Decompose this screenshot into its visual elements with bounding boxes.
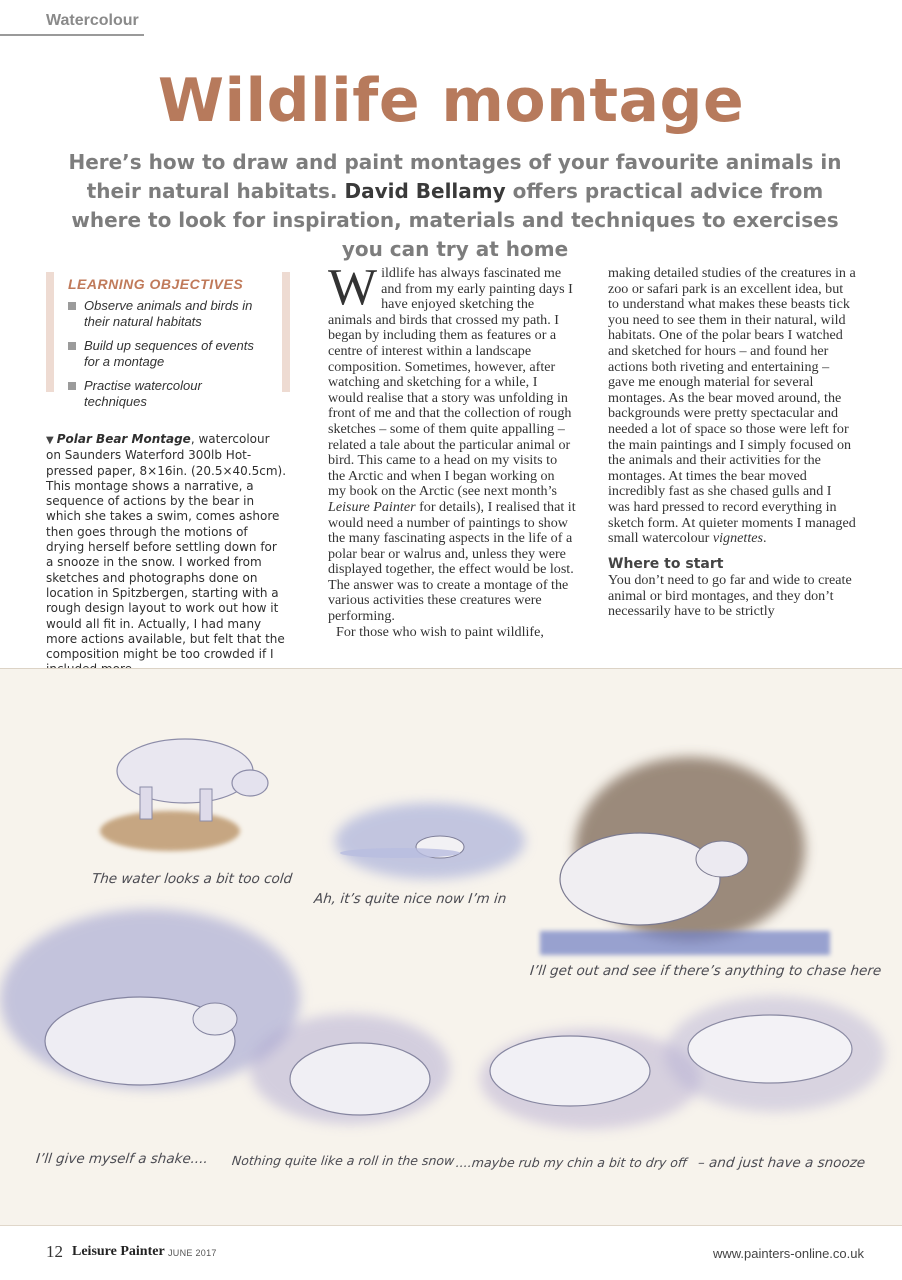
article-column-2 xyxy=(608,266,856,620)
article-column-1 xyxy=(328,259,576,640)
drop-cap: W xyxy=(328,259,378,316)
article-paragraph: You don’t need to go far and wide to create animal or bird montages, and they don’t necessarily have to be strictly xyxy=(608,572,852,620)
caption-body: , watercolour on Saunders Waterford 300lb Hot-pressed paper, 8×16in. (20.5×40.5cm). This montage shows a narrative, a sequence of actions by the bear in which she takes a swim, comes ashore then goes through the motions of drying herself before settling down for a snooze in the snow. I worked from sketches and photographs done on location in Spitzbergen, starting with a rough design layout to work out how it would all fit in. Actually, I had many more actions available, but felt that the composition might be too crowded if I xyxy=(46,432,287,662)
section-tag: Watercolour xyxy=(0,12,144,36)
author-name: David Bellamy xyxy=(344,179,506,203)
swimming-bear xyxy=(335,803,525,879)
website-link[interactable]: www.painters-online.co.uk xyxy=(712,1246,864,1261)
artwork-label: I’ll get out and see if there’s anything to chase here xyxy=(529,963,883,979)
magazine-title: Leisure Painter xyxy=(328,498,416,515)
square-bullet-icon xyxy=(68,342,76,350)
square-bullet-icon xyxy=(68,382,76,390)
article-paragraph xyxy=(608,266,856,547)
bear-climbing-out xyxy=(540,757,830,955)
polar-bear-montage-artwork xyxy=(0,668,902,1226)
objective-text: Observe animals and birds in their natural habitats xyxy=(84,298,253,329)
article-paragraph: For those who wish to paint wildlife, xyxy=(336,623,544,640)
article-paragraph xyxy=(328,259,576,625)
bear-rolling xyxy=(250,1014,450,1124)
objective-item xyxy=(68,378,268,410)
artwork-label: The water looks a bit too cold xyxy=(91,871,293,887)
paragraph-text: for details), I realised that it would need a number of paintings to show the many fascinating aspects in the life of a polar bear or walrus and, unless they were displayed together, the effect would be lost. The answer was to create a montage of the various activities these creatures were performing. xyxy=(328,498,576,625)
square-bullet-icon xyxy=(68,302,76,310)
objective-item xyxy=(68,338,268,370)
subheading: Where to start xyxy=(608,555,724,572)
bear-sleeping xyxy=(665,996,885,1112)
artwork-label: ....maybe rub my chin a bit to dry off xyxy=(455,1155,688,1170)
objective-item xyxy=(68,298,268,330)
magazine-brand: Leisure Painter xyxy=(72,1244,165,1259)
standfirst-before: Here’s how to draw and paint montages of your favourite animals in their natural habitats. xyxy=(68,150,842,203)
page-footer xyxy=(0,1238,902,1268)
italic-word: vignettes xyxy=(712,530,763,547)
objectives-list xyxy=(68,298,268,410)
triangle-down-icon: ▼ xyxy=(46,435,54,446)
standfirst-after: offers practical advice from where to look for inspiration, materials and techniques to exercises you can try at home xyxy=(71,179,839,261)
page-title: Wildlife montage xyxy=(157,66,745,136)
learning-objectives-box xyxy=(46,272,290,409)
artwork-label: Ah, it’s quite nice now I’m in xyxy=(313,891,508,907)
issue-date: JUNE 2017 xyxy=(168,1248,217,1258)
artwork-label: I’ll give myself a shake.... xyxy=(35,1151,209,1167)
bear-on-rock xyxy=(100,739,268,851)
watercolour-illustration xyxy=(0,669,902,1226)
objective-text: Practise watercolour techniques xyxy=(84,378,202,409)
standfirst xyxy=(60,148,850,264)
image-caption xyxy=(46,432,286,678)
paragraph-text: making detailed studies of the creatures in a zoo or safari park is an excellent idea, but to understand what makes these beasts tick you need to see them in their natural, wild habitats. One of the polar bears I watched and sketched for hours – and found her actions both riveting and entertaining – gave me enough material for several montages. As the bear moved around, the backgrounds were pretty spectacular and needed a lot of space so those were left for the main paintings and I simply focused on the animals and their activities for the montages. At times the bear moved incredibly fast as she chased gulls and I was hard pressed to record everything in sketch form. At quieter moments I managed small watercolour xyxy=(608,265,856,547)
paragraph-text: ildlife has always fascinated me and from my early painting days I have enjoyed sketching the animals and birds that crossed my path. I began by including them as features or a centre of interest within a landscape composition. Sometimes, however, after watching and sketching for a while, I would realise that a story was unfolding in front of me and that the collection of rough sketches – some of them quite appalling – related a tale about the particular animal or bird. This came to a head on my visits to the Arctic and when I began working on my book on the Arctic (see next month’s xyxy=(328,265,573,500)
artwork-label: – and just have a snooze xyxy=(697,1155,866,1171)
page-number: 12 xyxy=(46,1242,63,1261)
paragraph-text: . xyxy=(762,530,767,547)
artwork-label: Nothing quite like a roll in the snow xyxy=(231,1153,456,1168)
objectives-heading: LEARNING OBJECTIVES xyxy=(68,276,244,292)
objective-text: Build up sequences of events for a montage xyxy=(84,338,254,369)
caption-title: Polar Bear Montage xyxy=(56,432,191,446)
